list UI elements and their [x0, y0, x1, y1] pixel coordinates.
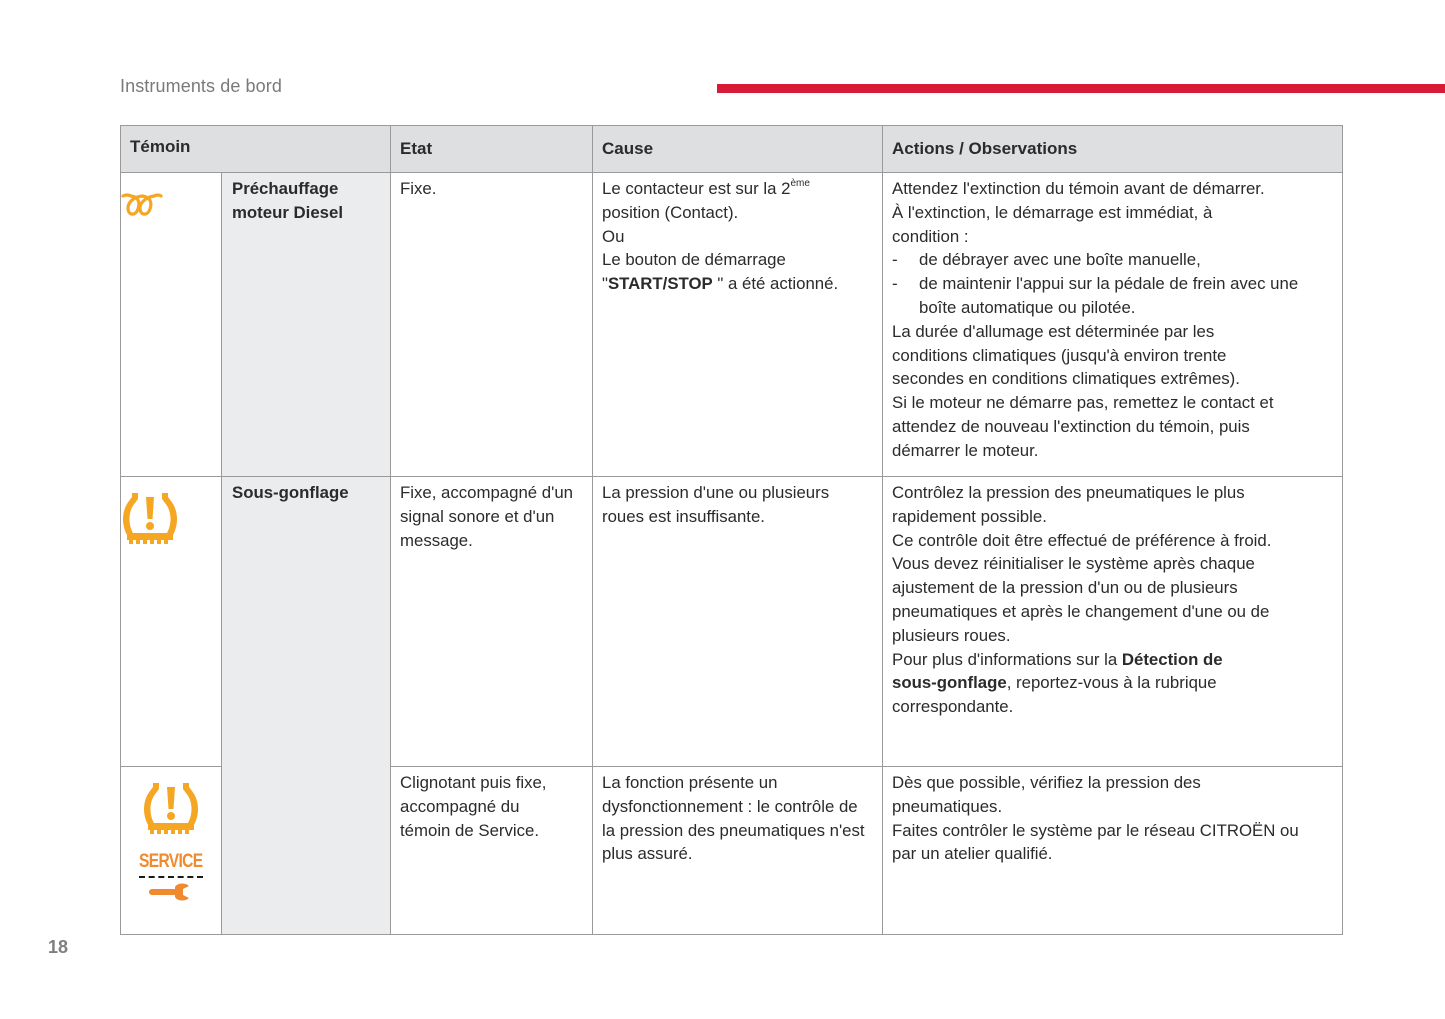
etat-text: Fixe.: [400, 179, 437, 198]
cause-text: [593, 173, 882, 304]
cause-cell: [593, 477, 883, 767]
bullet-text: de maintenir l'appui sur la pédale de frein avec une boîte automatique ou pilotée.: [919, 274, 1299, 317]
column-header-temoin: [121, 126, 391, 173]
cause-line-text: Le contacteur est sur la 2: [602, 179, 791, 198]
column-header-etat: Etat: [391, 126, 593, 173]
cause-line: Le bouton de démarrage: [602, 250, 786, 270]
icon-container: [121, 477, 221, 554]
actions-paragraph: Dès que possible, vérifiez la pression des pneumatiques.: [892, 773, 1201, 816]
actions-paragraph: Ce contrôle doit être effectué de préférence à froid.: [892, 530, 1272, 550]
table-row: [121, 173, 1343, 477]
bullet-marker: -: [892, 274, 898, 294]
actions-cell: [883, 173, 1343, 477]
warning-label-line: moteur Diesel: [232, 202, 343, 222]
etat-text: Fixe, accompagné d'un signal sonore et d'un message.: [400, 483, 573, 550]
etat-text: Clignotant puis fixe, accompagné du témoin de Service.: [400, 773, 547, 840]
actions-cell: [883, 477, 1343, 767]
actions-text: [883, 173, 1342, 471]
warning-lights-table: [120, 125, 1343, 935]
start-stop-label: START/STOP: [607, 274, 713, 294]
section-title: Instruments de bord: [120, 76, 282, 96]
actions-cell: [883, 767, 1343, 935]
column-header-cause: Cause: [593, 126, 883, 173]
actions-paragraph: Contrôlez la pression des pneumatiques le plus rapidement possible.: [892, 483, 1245, 526]
actions-bullet: [892, 272, 1333, 320]
cause-line: Ou: [602, 226, 625, 246]
icon-container: [121, 767, 221, 908]
header-accent-bar: [717, 84, 1445, 93]
icon-cell: [121, 477, 222, 767]
actions-paragraph: La durée d'allumage est déterminée par les conditions climatiques (jusqu'à environ trente secondes en conditions climatiques extrêmes).: [892, 321, 1240, 389]
icon-cell: [121, 173, 222, 477]
column-header-temoin-label: Témoin: [130, 137, 191, 157]
warning-label-cell: [222, 173, 391, 477]
ordinal-superscript: ème: [790, 178, 810, 189]
icon-cell: [121, 767, 222, 935]
etat-cell: [391, 173, 593, 477]
cause-cell: [593, 767, 883, 935]
actions-text-run: Pour plus d'informations sur la: [892, 649, 1122, 669]
table-row: [121, 477, 1343, 767]
cause-cell: [593, 173, 883, 477]
quote-mark: ": [602, 274, 608, 294]
actions-paragraph: Vous devez réinitialiser le système après chaque ajustement de la pression d'un ou de plusieurs pneumatiques et après le changement d'une ou de plusieurs roues.: [892, 554, 1270, 645]
cause-line: [602, 177, 873, 201]
cross-reference-link-text: Détection de sous-gonflage: [892, 649, 1223, 693]
glow-plug-preheating-icon: [121, 204, 163, 223]
page-number: 18: [48, 937, 69, 957]
cause-text: La fonction présente un dysfonctionnement : le contrôle de la pression des pneumatiques n'est plus assuré.: [602, 773, 865, 864]
warning-label-cell: [222, 477, 391, 935]
actions-text-run: , reportez-vous à la rubrique correspondante.: [892, 673, 1217, 717]
actions-paragraph: À l'extinction, le démarrage est immédiat, à condition :: [892, 202, 1213, 246]
actions-bullet: [892, 248, 1333, 272]
service-divider: [139, 876, 203, 878]
table-header-row: [121, 126, 1343, 173]
cause-text: La pression d'une ou plusieurs roues est insuffisante.: [602, 483, 830, 526]
etat-cell: [391, 477, 593, 767]
service-warning-label: SERVICE: [139, 850, 203, 872]
etat-cell: [391, 767, 593, 935]
actions-text: [883, 767, 1342, 874]
wrench-icon: [149, 883, 193, 908]
bullet-marker: -: [892, 250, 898, 270]
warning-label: Sous-gonflage: [232, 483, 349, 502]
column-header-actions: Actions / Observations: [883, 126, 1343, 173]
bullet-text: de débrayer avec une boîte manuelle,: [919, 250, 1201, 270]
warning-label-line: Préchauffage: [232, 179, 339, 198]
actions-paragraph: Faites contrôler le système par le réseau CITROËN ou par un atelier qualifié.: [892, 820, 1299, 864]
actions-paragraph: Si le moteur ne démarre pas, remettez le contact et attendez de nouveau l'extinction du témoin, puis démarrer le moteur.: [892, 393, 1274, 460]
tyre-pressure-warning-icon: [121, 532, 179, 551]
tyre-pressure-warning-icon: [142, 781, 200, 844]
cause-line-text: " a été actionné.: [712, 274, 839, 294]
actions-paragraph: [892, 648, 1333, 719]
cause-line: position (Contact).: [602, 202, 739, 222]
icon-container: [121, 173, 221, 226]
actions-text: [883, 477, 1342, 727]
actions-paragraph: Attendez l'extinction du témoin avant de démarrer.: [892, 179, 1265, 198]
warning-label: [222, 173, 390, 233]
cause-line: [602, 272, 873, 296]
